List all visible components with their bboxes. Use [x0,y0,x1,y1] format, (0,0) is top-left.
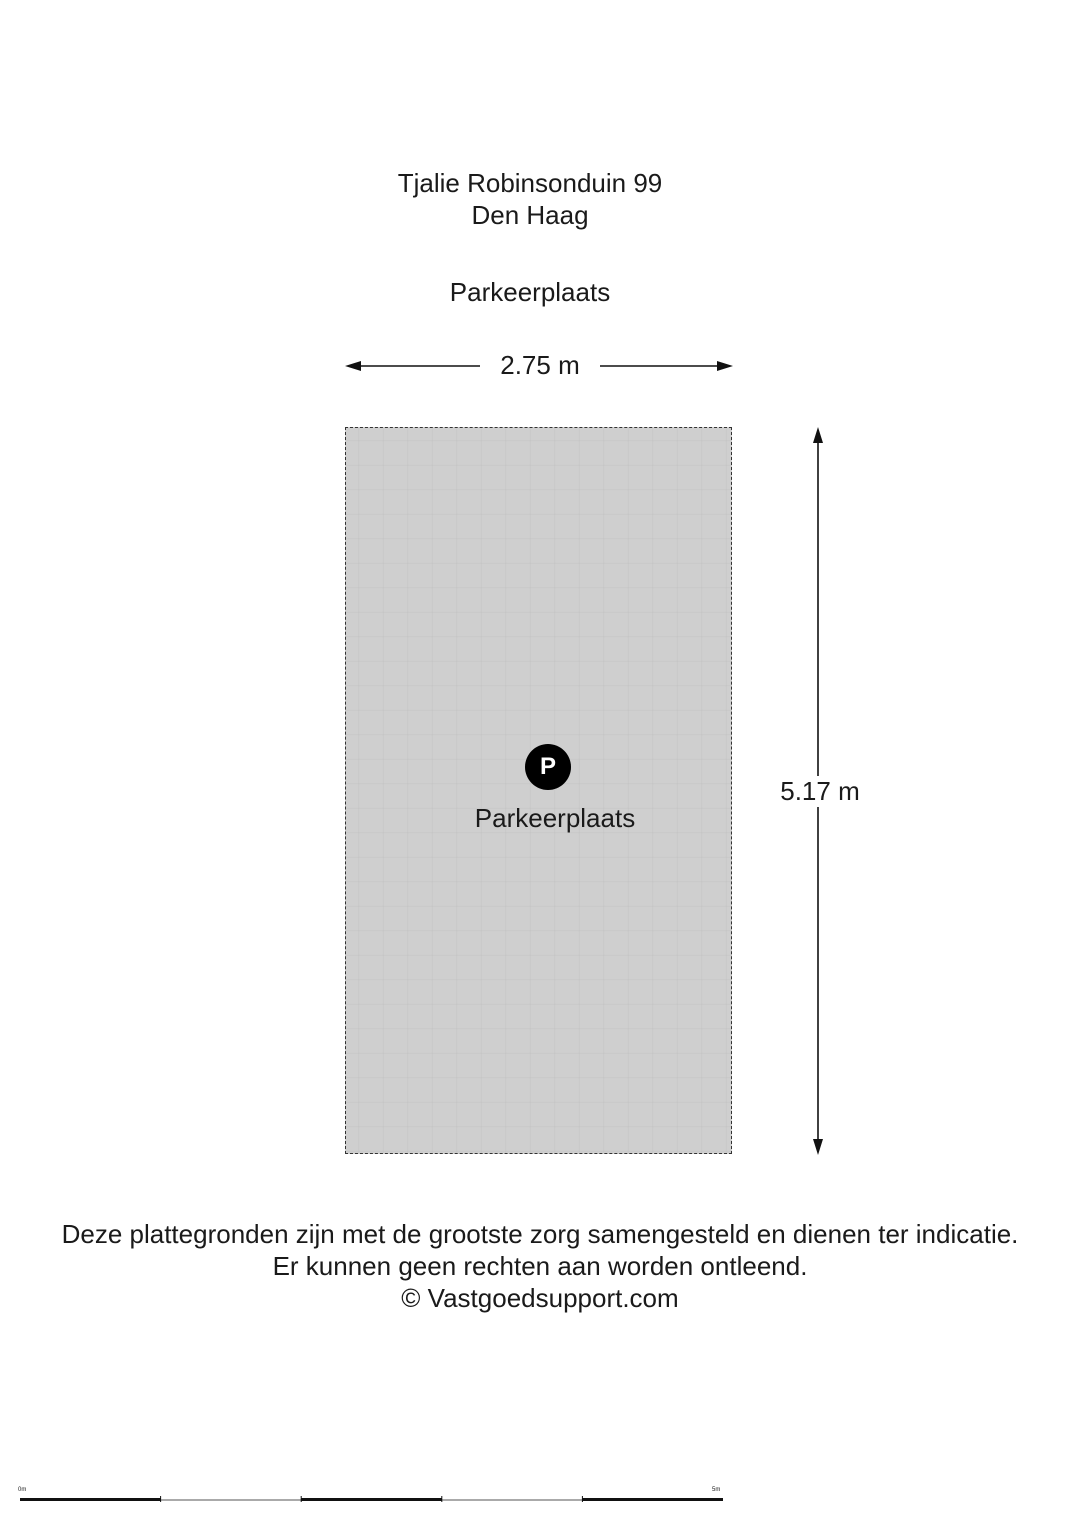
parking-icon: P [525,744,571,790]
plan-title: Parkeerplaats [449,277,611,307]
width-dimension-label: 2.75 m [480,350,600,381]
height-dimension-label: 5.17 m [760,776,880,807]
room-label: Parkeerplaats [474,803,636,833]
address-line1: Tjalie Robinsonduin 99 [397,168,663,198]
copyright-line: © Vastgoedsupport.com [401,1283,679,1313]
address-city: Den Haag [471,200,589,230]
scale-end-label: 5m [712,1487,721,1493]
scale-segment [20,1498,161,1501]
scale-start-label: 0m [18,1487,27,1493]
disclaimer-line-1: Deze plattegronden zijn met de grootste zorg samengesteld en dienen ter indicatie. [61,1219,1019,1249]
scale-segment [582,1498,723,1501]
disclaimer-line-2: Er kunnen geen rechten aan worden ontleend. [272,1251,808,1281]
scale-segment [301,1498,442,1501]
